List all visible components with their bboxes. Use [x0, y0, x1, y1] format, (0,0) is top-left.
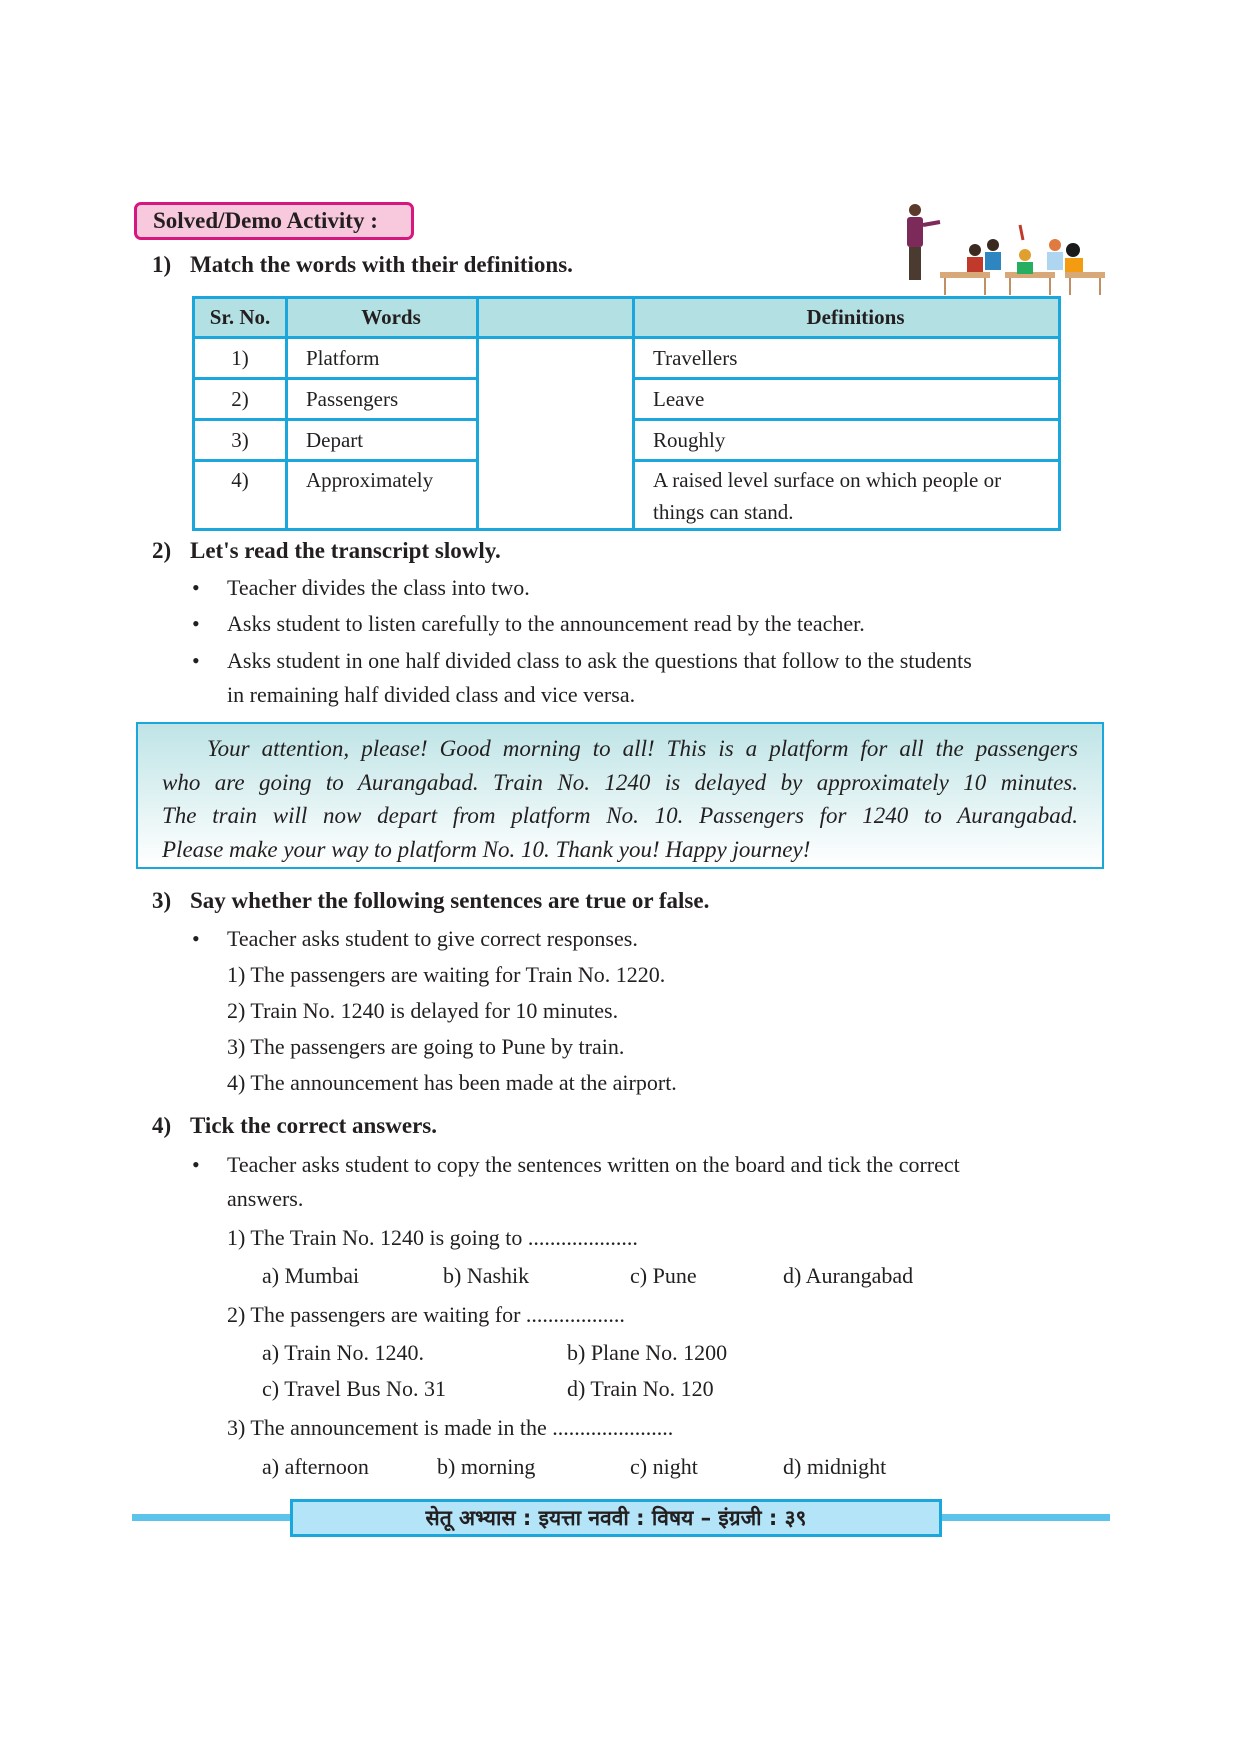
mcq-option: a) Train No. 1240.: [262, 1340, 424, 1365]
mcq-option: d) Aurangabad: [783, 1263, 914, 1288]
mcq-option: c) Travel Bus No. 31: [262, 1376, 446, 1401]
bullet-item: • Asks student to listen carefully to the announcement read by the teacher.: [192, 611, 865, 636]
bullet-item: • Asks student in one half divided class to ask the questions that follow to the students: [192, 648, 972, 673]
question-number: 2): [152, 538, 172, 563]
mcq-question: 2) The passengers are waiting for ..................: [227, 1302, 625, 1327]
mcq-option: b) Plane No. 1200: [567, 1340, 728, 1365]
desks: [940, 272, 1105, 295]
table-header-row: [194, 298, 1060, 338]
match-blank-column: [478, 338, 634, 530]
question-4-heading: [152, 1113, 437, 1139]
header-words: Words: [287, 298, 478, 338]
bullet-text: Teacher asks student to give correct responses.: [227, 926, 638, 951]
sr-cell: 2): [194, 379, 287, 420]
word-cell: Platform: [287, 338, 478, 379]
question-title: Let's read the transcript slowly.: [190, 538, 501, 563]
tf-item: 4) The announcement has been made at the airport.: [227, 1070, 677, 1095]
mcq-question: 3) The announcement is made in the ......................: [227, 1415, 674, 1440]
tf-item: 3) The passengers are going to Pune by train.: [227, 1034, 625, 1059]
bullet-text: Asks student to listen carefully to the announcement read by the teacher.: [227, 611, 865, 636]
definition-cell: Roughly: [634, 420, 1060, 461]
mcq-option: b) Nashik: [443, 1263, 530, 1288]
tf-item: 1) The passengers are waiting for Train No. 1220.: [227, 962, 666, 987]
question-2-heading: [152, 538, 501, 564]
bullet-continuation: answers.: [227, 1186, 304, 1211]
table-row: [194, 338, 1060, 379]
question-1-heading: [152, 252, 573, 278]
classroom-illustration: [895, 200, 1105, 295]
mcq-option: b) morning: [437, 1454, 536, 1479]
definition-cell: [634, 461, 1060, 530]
sr-cell: 3): [194, 420, 287, 461]
question-title: Say whether the following sentences are true or false.: [190, 888, 710, 913]
definition-line-1: A raised level surface on which people or: [653, 468, 1002, 492]
question-title: Tick the correct answers.: [190, 1113, 437, 1138]
sr-cell: 1): [194, 338, 287, 379]
transcript-line: Please make your way to platform No. 10. Thank you! Happy journey!: [162, 836, 811, 862]
students: [967, 225, 1083, 274]
activity-badge: Solved/Demo Activity :: [134, 202, 414, 240]
header-definitions: Definitions: [634, 298, 1060, 338]
bullet-text: Asks student in one half divided class to ask the questions that follow to the students: [227, 648, 972, 673]
word-cell: Approximately: [287, 461, 478, 530]
bullet-item: • Teacher asks student to copy the sentences written on the board and tick the correct: [192, 1152, 960, 1177]
bullet-text: Teacher divides the class into two.: [227, 575, 530, 600]
transcript-box: [136, 722, 1104, 869]
transcript-line: The train will now depart from platform No. 10. Passengers for 1240 to Aurangabad.: [162, 803, 1078, 828]
question-3-heading: [152, 888, 709, 914]
word-cell: Depart: [287, 420, 478, 461]
mcq-option: a) afternoon: [262, 1454, 369, 1479]
question-number: 4): [152, 1113, 172, 1138]
bullet-text: Teacher asks student to copy the sentences written on the board and tick the correct: [227, 1152, 960, 1177]
mcq-question: 1) The Train No. 1240 is going to ....................: [227, 1225, 638, 1250]
header-sr-no: Sr. No.: [194, 298, 287, 338]
definition-cell: Leave: [634, 379, 1060, 420]
bullet-item: • Teacher divides the class into two.: [192, 575, 530, 600]
mcq-option: a) Mumbai: [262, 1263, 360, 1288]
footer-label: सेतू अभ्यास : इयत्ता नववी : विषय – इंग्रजी : ३९: [290, 1499, 942, 1537]
teacher-figure: [907, 204, 940, 280]
header-blank: [478, 298, 634, 338]
transcript-text: [138, 724, 1102, 866]
definition-line-2: things can stand.: [653, 500, 794, 524]
mcq-option: d) midnight: [783, 1454, 887, 1479]
mcq-option: d) Train No. 120: [567, 1376, 714, 1401]
bullet-continuation: in remaining half divided class and vice versa.: [227, 682, 636, 707]
transcript-line: Your attention, please! Good morning to all! This is a platform for all the passengers: [207, 736, 1078, 761]
mcq-option: c) night: [630, 1454, 698, 1479]
question-title: Match the words with their definitions.: [190, 252, 573, 277]
bullet-item: • Teacher asks student to give correct responses.: [192, 926, 638, 951]
match-table: [192, 296, 1061, 531]
word-cell: Passengers: [287, 379, 478, 420]
question-number: 3): [152, 888, 172, 913]
transcript-line: who are going to Aurangabad. Train No. 1240 is delayed by approximately 10 minutes.: [162, 769, 1078, 795]
sr-cell: 4): [194, 461, 287, 530]
mcq-option: c) Pune: [630, 1263, 697, 1288]
question-number: 1): [152, 252, 172, 277]
definition-cell: Travellers: [634, 338, 1060, 379]
tf-item: 2) Train No. 1240 is delayed for 10 minutes.: [227, 998, 619, 1023]
